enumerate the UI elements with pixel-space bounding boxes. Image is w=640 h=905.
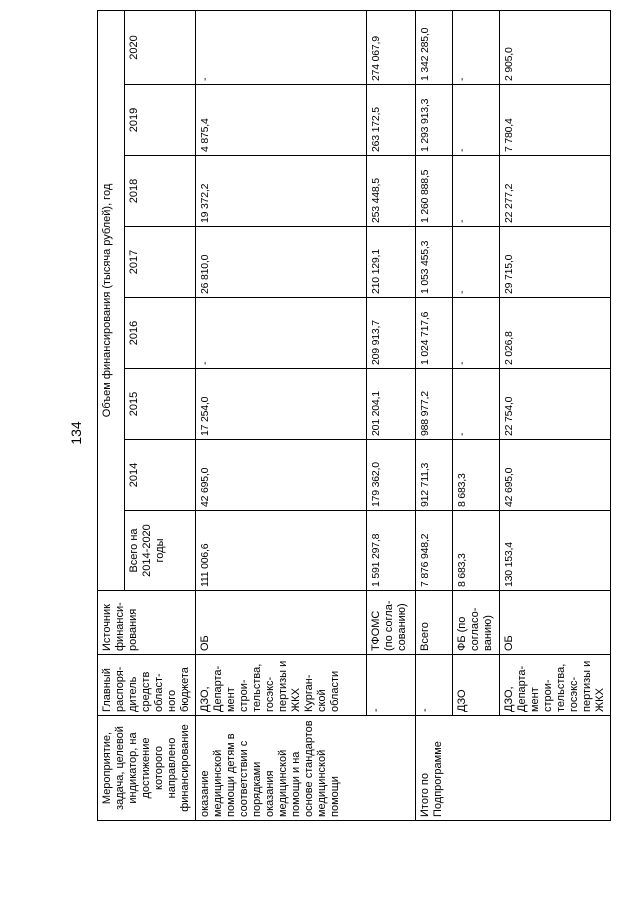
row-source: Всего (416, 591, 453, 655)
row-event: Итого по Подпрограмме (416, 716, 611, 821)
row-value: 22 754,0 (500, 369, 611, 440)
row-source: ТФОМС (по согла-сованию) (367, 591, 416, 655)
row-source: ОБ (196, 591, 367, 655)
row-value: 988 977,2 (416, 369, 453, 440)
table-row (416, 10, 453, 820)
row-value: 263 172,5 (367, 85, 416, 156)
table-row (196, 10, 367, 820)
header-total: Всего на 2014-2020 годы (125, 511, 196, 591)
table-row (453, 10, 500, 820)
row-value: 42 695,0 (500, 440, 611, 511)
table-row (500, 10, 611, 820)
row-value: - (453, 10, 500, 84)
row-value: 912 711,3 (416, 440, 453, 511)
row-total: 1 591 297,8 (367, 511, 416, 591)
row-value: 29 715,0 (500, 227, 611, 298)
row-value: 22 277,2 (500, 156, 611, 227)
row-value: - (453, 227, 500, 298)
row-source: ФБ (по согласо-ванию) (453, 591, 500, 655)
row-total: 130 153,4 (500, 511, 611, 591)
row-value: 26 810,0 (196, 227, 367, 298)
header-year: 2017 (125, 227, 196, 298)
row-value: 1 293 913,3 (416, 85, 453, 156)
row-manager: ДЗО, Департа-мент строи-тельства, госэкс-пертизы и ЖКХ Курган-ской области (196, 655, 367, 716)
header-year: 2018 (125, 156, 196, 227)
row-value: 8 683,3 (453, 440, 500, 511)
financing-table (97, 10, 611, 821)
row-value: 201 204,1 (367, 369, 416, 440)
header-year: 2015 (125, 369, 196, 440)
row-value: 17 254,0 (196, 369, 367, 440)
row-source: ОБ (500, 591, 611, 655)
header-manager: Главный распоря-дитель средств област-ного бюджета (98, 655, 196, 716)
row-value: 1 053 455,3 (416, 227, 453, 298)
row-value: 4 875,4 (196, 85, 367, 156)
rotated-page-content (97, 11, 606, 821)
row-value: 7 780,4 (500, 85, 611, 156)
row-value: 19 372,2 (196, 156, 367, 227)
row-value: - (453, 156, 500, 227)
row-value: 2 905,0 (500, 10, 611, 84)
row-event: оказание медицинской помощи детям в соответствии с порядками оказания медицинской помощи и на основе стандартов медицинской помощи (196, 716, 416, 821)
row-value: 210 129,1 (367, 227, 416, 298)
header-row-1 (98, 10, 125, 820)
row-value: 209 913,7 (367, 298, 416, 369)
row-value: - (453, 369, 500, 440)
row-value: 2 026,8 (500, 298, 611, 369)
header-volume-group: Объем финансирования (тысяча рублей), год (98, 10, 125, 590)
table-row (367, 10, 416, 820)
row-value: 1 024 717,6 (416, 298, 453, 369)
row-value: 1 342 285,0 (416, 10, 453, 84)
row-value: - (453, 85, 500, 156)
row-value: - (196, 10, 367, 84)
header-event: Мероприятие, задача, целевой индикатор, на достижение которого направлено финансирование (98, 716, 196, 821)
row-value: 1 260 888,5 (416, 156, 453, 227)
row-value: 253 448,5 (367, 156, 416, 227)
row-manager: ДЗО (453, 655, 500, 716)
row-manager: - (416, 655, 453, 716)
page-number: 134 (68, 421, 84, 445)
header-source: Источник финанси-рования (98, 591, 196, 655)
row-total: 8 683,3 (453, 511, 500, 591)
row-value: 179 362,0 (367, 440, 416, 511)
row-value: - (196, 298, 367, 369)
row-manager: ДЗО, Департа-мент строи-тельства, госэкс-пертизы и ЖКХ (500, 655, 611, 716)
header-year: 2014 (125, 440, 196, 511)
row-total: 7 876 948,2 (416, 511, 453, 591)
row-manager: - (367, 655, 416, 716)
header-year: 2016 (125, 298, 196, 369)
row-total: 111 006,6 (196, 511, 367, 591)
row-value: 42 695,0 (196, 440, 367, 511)
row-value: - (453, 298, 500, 369)
header-year: 2019 (125, 85, 196, 156)
row-value: 274 067,9 (367, 10, 416, 84)
header-year: 2020 (125, 10, 196, 84)
